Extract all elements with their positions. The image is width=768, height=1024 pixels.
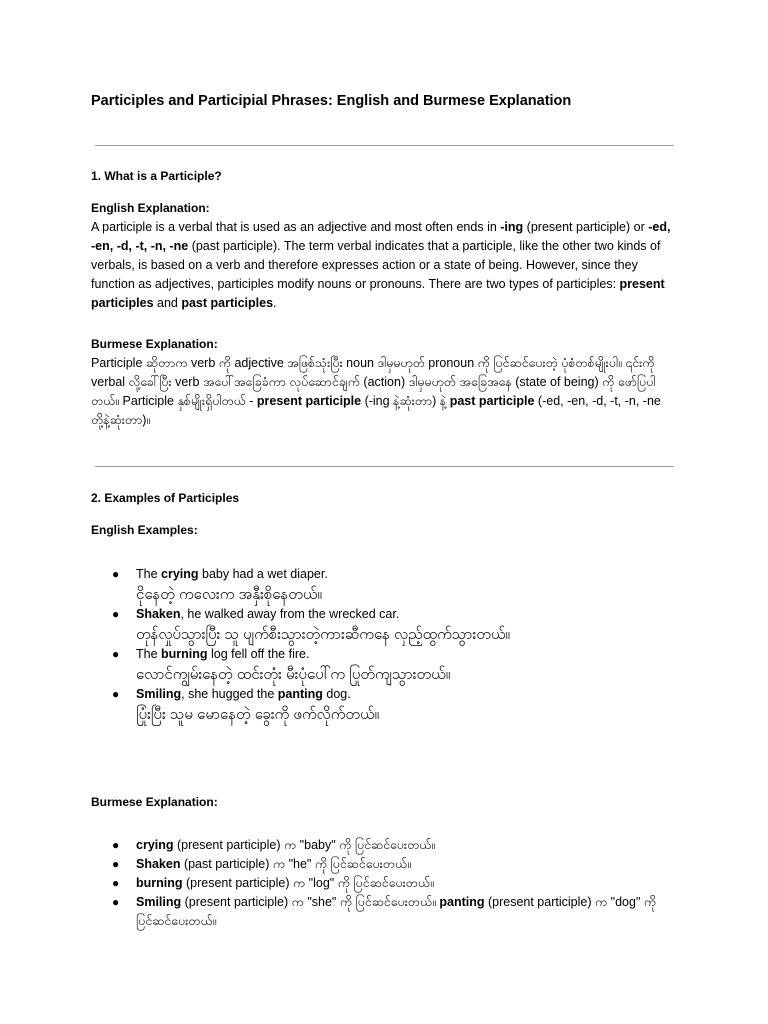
explanations-list: [91, 836, 676, 931]
list-item: [91, 565, 676, 605]
list-item: [91, 685, 676, 725]
divider: [95, 145, 674, 146]
bold-term: -ed, -en, -d, -t, -n, -ne: [91, 220, 671, 253]
text-run: A participle is a verbal that is used as an adjective and most often ends in: [91, 220, 501, 234]
burmese-explanation-heading: Burmese Explanation:: [91, 337, 218, 351]
bullet-icon: ●: [112, 895, 120, 909]
text-run: (past participle). The term verbal indicates that a participle, like the other two kinds of verbals, is based on a verb and therefore expresses action or a state of being. However, since they function as adjectives, participles modify nouns or pronouns. There are two types of participles:: [91, 239, 661, 291]
bold-term: Shaken: [136, 607, 181, 621]
english-explanation-paragraph: [91, 218, 676, 313]
bold-term: crying: [161, 567, 199, 581]
text-run: (past participle) က "he" ကို ပြင်ဆင်ပေးတယ်။: [180, 857, 411, 871]
bold-term: present participles: [91, 277, 665, 310]
bold-term: past participle: [449, 394, 535, 408]
divider: [95, 466, 674, 467]
examples-list: [91, 565, 676, 725]
text-run: (-ed, -en, -d, -t, -n, -ne တို့နဲ့ဆုံးတာ)။: [91, 394, 661, 427]
bold-term: Smiling: [136, 895, 182, 909]
bullet-icon: ●: [112, 687, 120, 701]
burmese-translation: တုန်လှုပ်သွားပြီး သူ ပျက်စီးသွားတဲ့ကားဆီကနေ လှည့်ထွက်သွားတယ်။: [136, 626, 510, 643]
bold-term: present participle: [256, 394, 362, 408]
bold-term: burning: [161, 647, 208, 661]
text-run: (present participle) က "she" ကို ပြင်ဆင်ပေးတယ်။: [181, 895, 440, 909]
list-item: [91, 855, 676, 874]
bullet-icon: ●: [112, 567, 120, 581]
text-run: Participle ဆိုတာက verb ကို adjective အဖြစ်သုံးပြီး noun ဒါမှမဟုတ် pronoun ကို ပြင်ဆင်ပေးတဲ့ ပုံစံတစ်မျိုးပါ။ ၎င်းကို verbal လို့ခေါ်ပြီး verb အပေါ်အခြေခံကာ လုပ်ဆောင်ချက် (action) ဒါမှမဟုတ် အခြေအနေ (state of being) ကို ဖော်ပြပါတယ်။ Participle နှစ်မျိုးရှိပါတယ် -: [91, 356, 656, 408]
section-1-heading: 1. What is a Participle?: [91, 169, 222, 183]
list-item: [91, 605, 676, 645]
text-run: The: [136, 647, 162, 661]
list-item: [91, 645, 676, 685]
burmese-explanation-paragraph: [91, 354, 676, 430]
list-item: [91, 836, 676, 855]
bullet-icon: ●: [112, 857, 120, 871]
bullet-icon: ●: [112, 838, 120, 852]
bold-term: panting: [439, 895, 485, 909]
bold-term: Shaken: [136, 857, 181, 871]
document-title: Participles and Participial Phrases: English and Burmese Explanation: [91, 93, 572, 109]
section-2-heading: 2. Examples of Participles: [91, 491, 240, 505]
text-run: (present participle) က "dog" ကို ပြင်ဆင်ပေးတယ်။: [136, 895, 657, 928]
bold-term: panting: [277, 687, 323, 701]
text-run: (-ing နဲ့ဆုံးတာ) နဲ့: [361, 394, 450, 408]
bullet-icon: ●: [112, 607, 120, 621]
burmese-explanation-2-heading: Burmese Explanation:: [91, 795, 218, 809]
burmese-translation: လောင်ကျွမ်းနေတဲ့ ထင်းတုံး မီးပုံပေါ်က ပြုတ်ကျသွားတယ်။: [136, 666, 451, 683]
list-item: [91, 893, 676, 931]
text-run: (present participle) က "log" ကို ပြင်ဆင်ပေးတယ်။: [182, 876, 434, 890]
bullet-icon: ●: [112, 876, 120, 890]
english-examples-heading: English Examples:: [91, 523, 198, 537]
bold-term: -ing: [500, 220, 524, 234]
text-run: .: [273, 296, 277, 310]
english-explanation-heading: English Explanation:: [91, 201, 210, 215]
text-run: (present participle) က "baby" ကို ပြင်ဆင်ပေးတယ်။: [173, 838, 436, 852]
text-run: and: [153, 296, 182, 310]
burmese-translation: ပြုံးပြီး သူမ မောနေတဲ့ ခွေးကို ဖက်လိုက်တယ်။: [136, 706, 380, 723]
text-run: (present participle) or: [523, 220, 649, 234]
bold-term: Smiling: [136, 687, 182, 701]
bold-term: past participles: [181, 296, 274, 310]
text-run: baby had a wet diaper.: [198, 567, 328, 581]
text-run: dog.: [322, 687, 351, 701]
text-run: , he walked away from the wrecked car.: [180, 607, 400, 621]
text-run: , she hugged the: [181, 687, 278, 701]
text-run: The: [136, 567, 162, 581]
burmese-translation: ငိုနေတဲ့ ကလေးက အနှီးစိုနေတယ်။: [136, 586, 322, 603]
bold-term: burning: [136, 876, 183, 890]
list-item: [91, 874, 676, 893]
bold-term: crying: [136, 838, 174, 852]
bullet-icon: ●: [112, 647, 120, 661]
text-run: log fell off the fire.: [207, 647, 310, 661]
